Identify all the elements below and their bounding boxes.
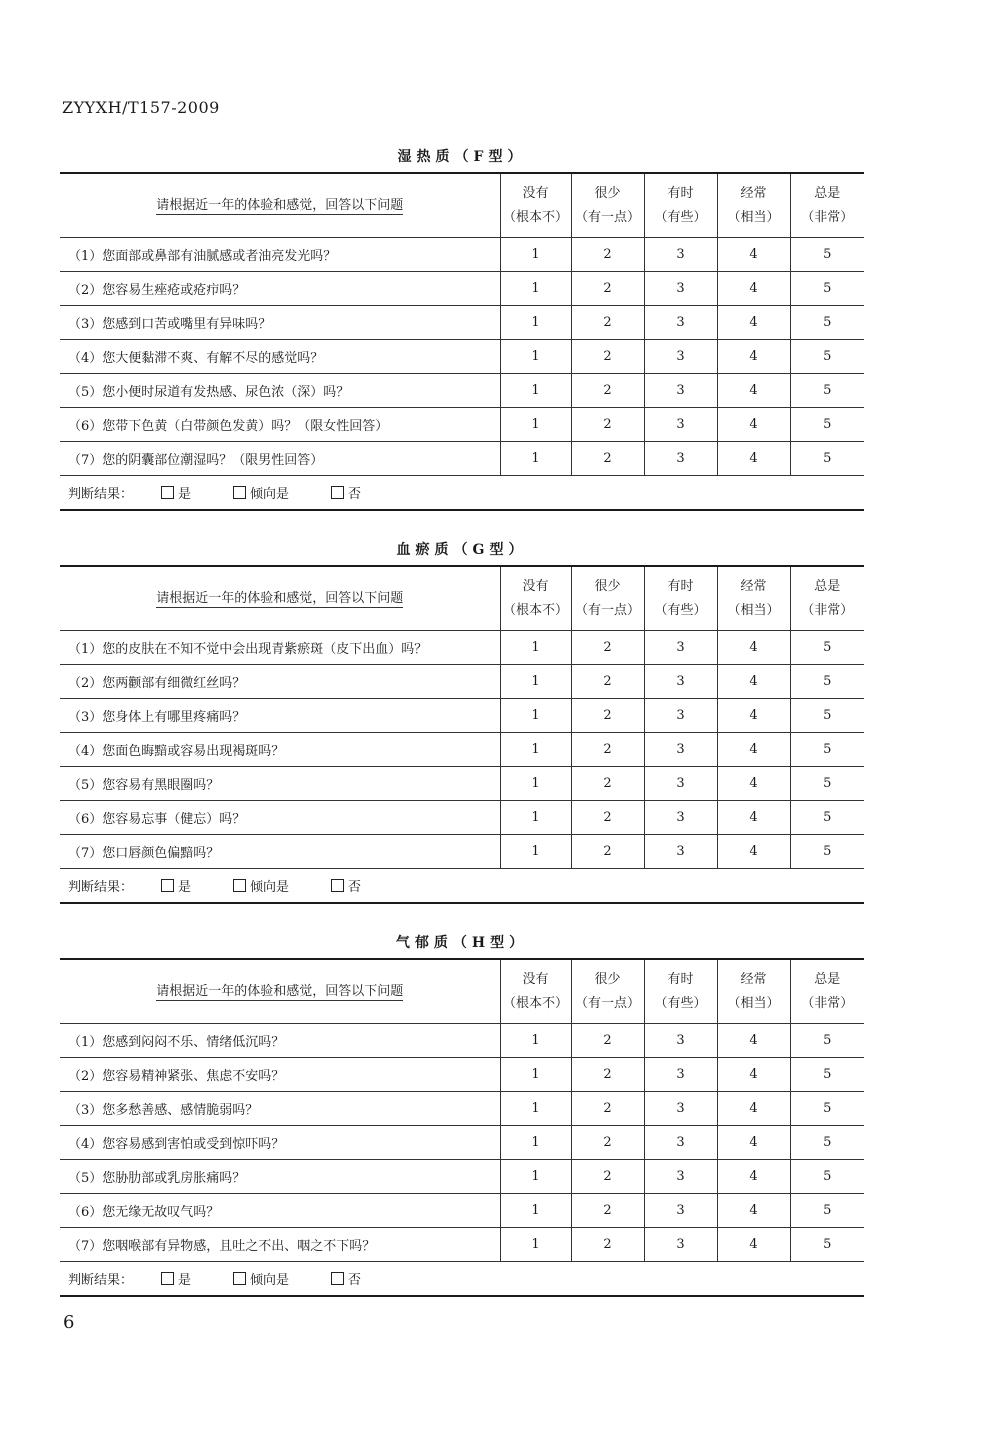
question-row [60, 699, 864, 733]
score-option-4[interactable]: 4 [717, 1126, 790, 1160]
judgement-option-label: 否 [348, 880, 362, 895]
score-option-5[interactable]: 5 [790, 1092, 864, 1126]
checkbox-icon[interactable] [331, 486, 344, 499]
scale-header [790, 566, 864, 631]
question-row [60, 801, 864, 835]
scale-header-label: 很少 [594, 578, 621, 594]
score-option-5[interactable]: 5 [790, 733, 864, 767]
scale-header-degree: （有一点） [574, 602, 640, 618]
score-option-5[interactable]: 5 [790, 442, 864, 476]
score-option-4[interactable]: 4 [717, 340, 790, 374]
scale-header-label: 经常 [740, 185, 767, 201]
scale-header [717, 173, 790, 238]
judgement-cell [60, 476, 864, 511]
constitution-section [60, 932, 864, 1297]
judgement-row [60, 476, 864, 511]
scale-header-label: 有时 [667, 971, 694, 987]
question-table [60, 565, 864, 904]
judgement-cell [60, 869, 864, 904]
score-option-4[interactable]: 4 [717, 1194, 790, 1228]
score-option-5[interactable]: 5 [790, 374, 864, 408]
score-option-4[interactable]: 4 [717, 238, 790, 272]
question-text: （1）您感到闷闷不乐、情绪低沉吗？ [60, 1024, 500, 1058]
score-option-4[interactable]: 4 [717, 442, 790, 476]
question-text: （3）您身体上有哪里疼痛吗？ [60, 699, 500, 733]
checkbox-icon[interactable] [161, 1272, 174, 1285]
question-text: （2）您容易精神紧张、焦虑不安吗？ [60, 1058, 500, 1092]
score-option-2[interactable]: 2 [571, 1126, 644, 1160]
question-text: （3）您感到口苦或嘴里有异味吗？ [60, 306, 500, 340]
score-option-3[interactable]: 3 [644, 1194, 717, 1228]
score-option-2[interactable]: 2 [571, 835, 644, 869]
score-option-2[interactable]: 2 [571, 340, 644, 374]
score-option-1[interactable]: 1 [500, 835, 571, 869]
judgement-option[interactable] [331, 487, 365, 502]
score-option-1[interactable]: 1 [500, 1194, 571, 1228]
question-text: （4）您大便黏滞不爽、有解不尽的感觉吗？ [60, 340, 500, 374]
constitution-section [60, 539, 864, 904]
scale-header [571, 959, 644, 1024]
score-option-3[interactable]: 3 [644, 1160, 717, 1194]
score-option-5[interactable]: 5 [790, 1058, 864, 1092]
score-option-3[interactable]: 3 [644, 801, 717, 835]
question-row [60, 631, 864, 665]
scale-header-label: 总是 [814, 185, 841, 201]
score-option-4[interactable]: 4 [717, 306, 790, 340]
judgement-option[interactable] [233, 880, 293, 895]
score-option-1[interactable]: 1 [500, 1228, 571, 1262]
score-option-5[interactable]: 5 [790, 306, 864, 340]
question-row [60, 835, 864, 869]
question-text: （7）您咽喉部有异物感，且吐之不出、咽之不下吗？ [60, 1228, 500, 1262]
question-row [60, 1228, 864, 1262]
scale-header-degree: （非常） [801, 209, 854, 225]
page-number: 6 [63, 1312, 75, 1333]
score-option-2[interactable]: 2 [571, 665, 644, 699]
checkbox-icon[interactable] [331, 1272, 344, 1285]
scale-header-degree: （相当） [727, 209, 780, 225]
scale-header [500, 566, 571, 631]
score-option-5[interactable]: 5 [790, 238, 864, 272]
score-option-1[interactable]: 1 [500, 1024, 571, 1058]
scale-header [500, 173, 571, 238]
score-option-1[interactable]: 1 [500, 1126, 571, 1160]
checkbox-icon[interactable] [161, 879, 174, 892]
question-text: （6）您带下色黄（白带颜色发黄）吗？（限女性回答） [60, 408, 500, 442]
question-prompt-header [60, 173, 500, 238]
question-text: （2）您两颧部有细微红丝吗？ [60, 665, 500, 699]
scale-header-label: 有时 [667, 185, 694, 201]
question-row [60, 408, 864, 442]
scale-header-degree: （根本不） [502, 602, 568, 618]
score-option-4[interactable]: 4 [717, 1092, 790, 1126]
score-option-2[interactable]: 2 [571, 272, 644, 306]
score-option-1[interactable]: 1 [500, 408, 571, 442]
scale-header-degree: （非常） [801, 602, 854, 618]
scale-header-degree: （根本不） [502, 995, 568, 1011]
score-option-1[interactable]: 1 [500, 767, 571, 801]
question-text: （4）您容易感到害怕或受到惊吓吗？ [60, 1126, 500, 1160]
scale-header-label: 没有 [522, 185, 549, 201]
score-option-5[interactable]: 5 [790, 767, 864, 801]
score-option-4[interactable]: 4 [717, 1160, 790, 1194]
score-option-2[interactable]: 2 [571, 238, 644, 272]
scale-header-degree: （有些） [654, 995, 707, 1011]
question-row [60, 306, 864, 340]
question-row [60, 374, 864, 408]
score-option-5[interactable]: 5 [790, 1194, 864, 1228]
judgement-option-label: 倾向是 [250, 487, 290, 502]
checkbox-icon[interactable] [233, 486, 246, 499]
score-option-2[interactable]: 2 [571, 631, 644, 665]
score-option-4[interactable]: 4 [717, 767, 790, 801]
score-option-3[interactable]: 3 [644, 442, 717, 476]
scale-header-label: 很少 [594, 971, 621, 987]
constitution-section [60, 146, 864, 511]
score-option-5[interactable]: 5 [790, 272, 864, 306]
scale-header-label: 经常 [740, 578, 767, 594]
score-option-3[interactable]: 3 [644, 767, 717, 801]
standard-code: ZYYXH/T157-2009 [62, 98, 220, 117]
scale-header-label: 没有 [522, 971, 549, 987]
score-option-4[interactable]: 4 [717, 272, 790, 306]
question-text: （5）您胁肋部或乳房胀痛吗？ [60, 1160, 500, 1194]
score-option-3[interactable]: 3 [644, 1058, 717, 1092]
judgement-option[interactable] [331, 880, 365, 895]
score-option-3[interactable]: 3 [644, 1092, 717, 1126]
question-text: （5）您小便时尿道有发热感、尿色浓（深）吗？ [60, 374, 500, 408]
score-option-4[interactable]: 4 [717, 835, 790, 869]
score-option-1[interactable]: 1 [500, 801, 571, 835]
question-row [60, 1126, 864, 1160]
score-option-3[interactable]: 3 [644, 699, 717, 733]
judgement-option-label: 是 [178, 880, 192, 895]
question-row [60, 665, 864, 699]
judgement-label: 判断结果： [68, 880, 134, 895]
score-option-1[interactable]: 1 [500, 665, 571, 699]
scale-header [790, 959, 864, 1024]
score-option-2[interactable]: 2 [571, 374, 644, 408]
scale-header-label: 有时 [667, 578, 694, 594]
scale-header-degree: （有些） [654, 209, 707, 225]
score-option-3[interactable]: 3 [644, 733, 717, 767]
score-option-4[interactable]: 4 [717, 1024, 790, 1058]
score-option-4[interactable]: 4 [717, 801, 790, 835]
scale-header-degree: （根本不） [502, 209, 568, 225]
scale-header-degree: （相当） [727, 602, 780, 618]
score-option-2[interactable]: 2 [571, 1092, 644, 1126]
score-option-4[interactable]: 4 [717, 665, 790, 699]
scale-header [790, 173, 864, 238]
question-row [60, 767, 864, 801]
scale-header [717, 566, 790, 631]
score-option-4[interactable]: 4 [717, 1228, 790, 1262]
question-text: （7）您的阴囊部位潮湿吗？（限男性回答） [60, 442, 500, 476]
question-prompt-text: 请根据近一年的体验和感觉，回答以下问题 [156, 983, 404, 999]
judgement-option[interactable] [331, 1273, 365, 1288]
judgement-label: 判断结果： [68, 487, 134, 502]
score-option-3[interactable]: 3 [644, 1126, 717, 1160]
score-option-1[interactable]: 1 [500, 1058, 571, 1092]
score-option-5[interactable]: 5 [790, 665, 864, 699]
question-row [60, 1160, 864, 1194]
question-text: （6）您容易忘事（健忘）吗？ [60, 801, 500, 835]
question-row [60, 272, 864, 306]
scale-header [571, 173, 644, 238]
question-text: （1）您面部或鼻部有油腻感或者油亮发光吗？ [60, 238, 500, 272]
score-option-1[interactable]: 1 [500, 442, 571, 476]
question-text: （1）您的皮肤在不知不觉中会出现青紫瘀斑（皮下出血）吗？ [60, 631, 500, 665]
checkbox-icon[interactable] [233, 1272, 246, 1285]
judgement-row [60, 869, 864, 904]
score-option-4[interactable]: 4 [717, 408, 790, 442]
score-option-3[interactable]: 3 [644, 306, 717, 340]
score-option-3[interactable]: 3 [644, 272, 717, 306]
judgement-option-label: 否 [348, 1273, 362, 1288]
section-title: 血瘀质（G型） [396, 542, 528, 558]
scale-header-degree: （有些） [654, 602, 707, 618]
question-row [60, 340, 864, 374]
score-option-5[interactable]: 5 [790, 801, 864, 835]
score-option-4[interactable]: 4 [717, 699, 790, 733]
judgement-option[interactable] [161, 880, 195, 895]
score-option-3[interactable]: 3 [644, 1024, 717, 1058]
score-option-3[interactable]: 3 [644, 1228, 717, 1262]
score-option-2[interactable]: 2 [571, 767, 644, 801]
judgement-option-label: 倾向是 [250, 1273, 290, 1288]
question-prompt-header [60, 959, 500, 1024]
score-option-3[interactable]: 3 [644, 374, 717, 408]
score-option-1[interactable]: 1 [500, 238, 571, 272]
question-prompt-text: 请根据近一年的体验和感觉，回答以下问题 [156, 590, 404, 606]
checkbox-icon[interactable] [233, 879, 246, 892]
score-option-2[interactable]: 2 [571, 442, 644, 476]
question-text: （7）您口唇颜色偏黯吗？ [60, 835, 500, 869]
scale-header-label: 没有 [522, 578, 549, 594]
scale-header-label: 总是 [814, 971, 841, 987]
question-prompt-header [60, 566, 500, 631]
question-row [60, 1194, 864, 1228]
score-option-3[interactable]: 3 [644, 665, 717, 699]
score-option-2[interactable]: 2 [571, 408, 644, 442]
score-option-2[interactable]: 2 [571, 1160, 644, 1194]
question-row [60, 1092, 864, 1126]
score-option-2[interactable]: 2 [571, 1228, 644, 1262]
score-option-4[interactable]: 4 [717, 1058, 790, 1092]
judgement-row [60, 1262, 864, 1297]
question-text: （6）您无缘无故叹气吗？ [60, 1194, 500, 1228]
scale-header [500, 959, 571, 1024]
score-option-1[interactable]: 1 [500, 306, 571, 340]
score-option-4[interactable]: 4 [717, 733, 790, 767]
score-option-4[interactable]: 4 [717, 631, 790, 665]
score-option-2[interactable]: 2 [571, 306, 644, 340]
score-option-2[interactable]: 2 [571, 1194, 644, 1228]
question-row [60, 238, 864, 272]
checkbox-icon[interactable] [331, 879, 344, 892]
question-table [60, 172, 864, 511]
scale-header [644, 566, 717, 631]
scale-header-degree: （有一点） [574, 209, 640, 225]
scale-header [644, 173, 717, 238]
score-option-5[interactable]: 5 [790, 340, 864, 374]
scale-header-degree: （相当） [727, 995, 780, 1011]
judgement-option-label: 是 [178, 1273, 192, 1288]
score-option-1[interactable]: 1 [500, 1160, 571, 1194]
score-option-5[interactable]: 5 [790, 1126, 864, 1160]
question-table [60, 958, 864, 1297]
judgement-option-label: 是 [178, 487, 192, 502]
score-option-5[interactable]: 5 [790, 835, 864, 869]
scale-header [717, 959, 790, 1024]
question-text: （5）您容易有黑眼圈吗？ [60, 767, 500, 801]
judgement-option[interactable] [233, 1273, 293, 1288]
judgement-option[interactable] [161, 1273, 195, 1288]
scale-header-degree: （非常） [801, 995, 854, 1011]
score-option-4[interactable]: 4 [717, 374, 790, 408]
question-row [60, 442, 864, 476]
question-text: （4）您面色晦黯或容易出现褐斑吗？ [60, 733, 500, 767]
score-option-1[interactable]: 1 [500, 699, 571, 733]
score-option-3[interactable]: 3 [644, 238, 717, 272]
score-option-1[interactable]: 1 [500, 340, 571, 374]
score-option-5[interactable]: 5 [790, 631, 864, 665]
score-option-2[interactable]: 2 [571, 1024, 644, 1058]
question-row [60, 1058, 864, 1092]
score-option-5[interactable]: 5 [790, 1228, 864, 1262]
question-text: （3）您多愁善感、感情脆弱吗？ [60, 1092, 500, 1126]
question-row [60, 1024, 864, 1058]
judgement-option[interactable] [233, 487, 293, 502]
score-option-3[interactable]: 3 [644, 340, 717, 374]
section-title: 气郁质（H型） [395, 935, 529, 951]
scale-header-degree: （有一点） [574, 995, 640, 1011]
score-option-5[interactable]: 5 [790, 408, 864, 442]
score-option-2[interactable]: 2 [571, 699, 644, 733]
score-option-5[interactable]: 5 [790, 699, 864, 733]
question-row [60, 733, 864, 767]
question-text: （2）您容易生痤疮或疮疖吗？ [60, 272, 500, 306]
score-option-3[interactable]: 3 [644, 631, 717, 665]
scale-header [571, 566, 644, 631]
score-option-1[interactable]: 1 [500, 733, 571, 767]
scale-header-label: 很少 [594, 185, 621, 201]
scale-header-label: 总是 [814, 578, 841, 594]
score-option-2[interactable]: 2 [571, 801, 644, 835]
section-title: 湿热质（F型） [397, 149, 527, 165]
score-option-1[interactable]: 1 [500, 631, 571, 665]
judgement-cell [60, 1262, 864, 1297]
judgement-label: 判断结果： [68, 1273, 134, 1288]
score-option-2[interactable]: 2 [571, 1058, 644, 1092]
score-option-1[interactable]: 1 [500, 1092, 571, 1126]
judgement-option-label: 倾向是 [250, 880, 290, 895]
score-option-2[interactable]: 2 [571, 733, 644, 767]
score-option-5[interactable]: 5 [790, 1160, 864, 1194]
question-prompt-text: 请根据近一年的体验和感觉，回答以下问题 [156, 197, 404, 213]
score-option-5[interactable]: 5 [790, 1024, 864, 1058]
score-option-1[interactable]: 1 [500, 374, 571, 408]
scale-header [644, 959, 717, 1024]
score-option-3[interactable]: 3 [644, 408, 717, 442]
checkbox-icon[interactable] [161, 486, 174, 499]
judgement-option[interactable] [161, 487, 195, 502]
score-option-3[interactable]: 3 [644, 835, 717, 869]
judgement-option-label: 否 [348, 487, 362, 502]
score-option-1[interactable]: 1 [500, 272, 571, 306]
scale-header-label: 经常 [740, 971, 767, 987]
